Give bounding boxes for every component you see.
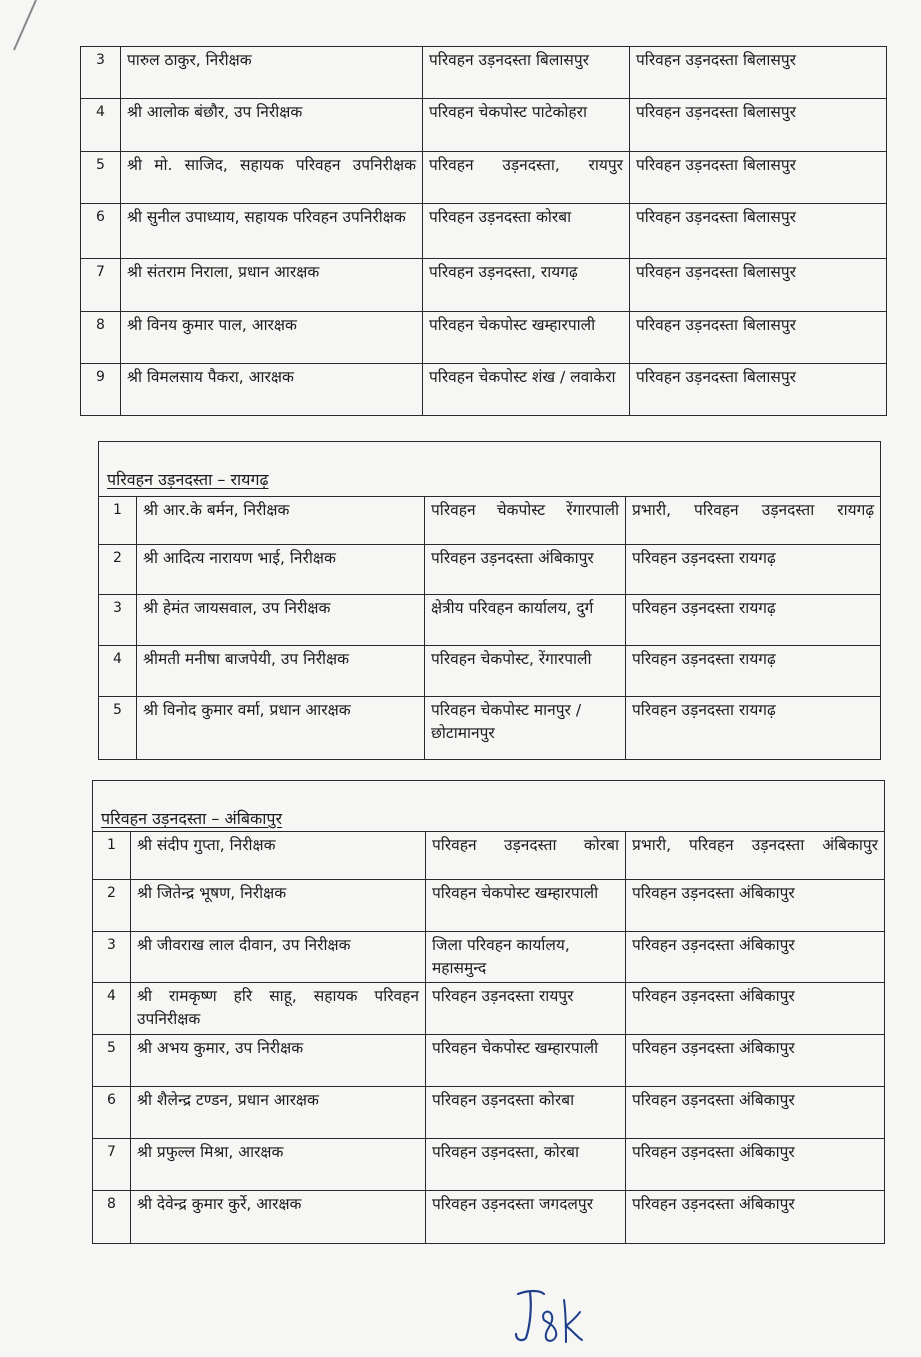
new-posting: परिवहन उड़नदस्ता बिलासपुर (630, 312, 887, 364)
new-posting: परिवहन उड़नदस्ता बिलासपुर (630, 99, 887, 152)
serial-number: 1 (93, 832, 131, 880)
new-posting: परिवहन उड़नदस्ता अंबिकापुर (626, 880, 885, 932)
serial-number: 5 (93, 1035, 131, 1087)
current-posting: परिवहन उड़नदस्ता कोरबा (423, 204, 630, 259)
serial-number: 7 (93, 1139, 131, 1191)
serial-number: 2 (93, 880, 131, 932)
officer-name: श्री विमलसाय पैकरा, आरक्षक (121, 364, 423, 416)
table-bilaspur-continued (80, 46, 887, 416)
new-posting: परिवहन उड़नदस्ता बिलासपुर (630, 364, 887, 416)
table-row (81, 152, 887, 204)
table-row (81, 312, 887, 364)
officer-name: श्री विनोद कुमार वर्मा, प्रधान आरक्षक (137, 697, 425, 760)
table-row (93, 932, 885, 983)
current-posting: परिवहन उड़नदस्ता बिलासपुर (423, 47, 630, 99)
officer-name: श्री मो. साजिद, सहायक परिवहन उपनिरीक्षक (121, 152, 423, 204)
new-posting: परिवहन उड़नदस्ता बिलासपुर (630, 152, 887, 204)
current-posting: परिवहन उड़नदस्ता अंबिकापुर (425, 545, 626, 595)
serial-number: 9 (81, 364, 121, 416)
serial-number: 7 (81, 259, 121, 312)
officer-name: श्री आलोक बंछौर, उप निरीक्षक (121, 99, 423, 152)
current-posting: परिवहन चेकपोस्ट खम्हारपाली (426, 1035, 626, 1087)
current-posting: परिवहन उड़नदस्ता, रायपुर (423, 152, 630, 204)
section-title: परिवहन उड़नदस्ता – अंबिकापुर (93, 781, 885, 832)
table-row (81, 204, 887, 259)
section-title: परिवहन उड़नदस्ता – रायगढ़ (99, 442, 881, 497)
signature (510, 1286, 590, 1346)
officer-name: श्री देवेन्द्र कुमार कुर्रे, आरक्षक (131, 1191, 426, 1244)
corner-fold-mark (0, 0, 40, 60)
current-posting: परिवहन उड़नदस्ता जगदलपुर (426, 1191, 626, 1244)
new-posting: परिवहन उड़नदस्ता रायगढ़ (626, 646, 881, 697)
officer-name: श्री जितेन्द्र भूषण, निरीक्षक (131, 880, 426, 932)
table-row (81, 364, 887, 416)
current-posting: परिवहन चेकपोस्ट रेंगारपाली (425, 497, 626, 545)
table-row (81, 99, 887, 152)
officer-name: श्री शैलेन्द्र टण्डन, प्रधान आरक्षक (131, 1087, 426, 1139)
table-row (99, 595, 881, 646)
serial-number: 8 (93, 1191, 131, 1244)
table-row (93, 1191, 885, 1244)
new-posting: परिवहन उड़नदस्ता रायगढ़ (626, 595, 881, 646)
current-posting: परिवहन चेकपोस्ट खम्हारपाली (426, 880, 626, 932)
table-row (93, 983, 885, 1035)
table-row (93, 1035, 885, 1087)
new-posting: परिवहन उड़नदस्ता बिलासपुर (630, 204, 887, 259)
officer-name: श्री आर.के बर्मन, निरीक्षक (137, 497, 425, 545)
officer-name: श्री संदीप गुप्ता, निरीक्षक (131, 832, 426, 880)
new-posting: प्रभारी, परिवहन उड़नदस्ता अंबिकापुर (626, 832, 885, 880)
current-posting: क्षेत्रीय परिवहन कार्यालय, दुर्ग (425, 595, 626, 646)
table-row (99, 497, 881, 545)
table-row (81, 47, 887, 99)
table-ambikapur (92, 780, 885, 1244)
new-posting: प्रभारी, परिवहन उड़नदस्ता रायगढ़ (626, 497, 881, 545)
table-raigarh (98, 441, 881, 760)
serial-number: 6 (93, 1087, 131, 1139)
serial-number: 3 (93, 932, 131, 983)
officer-name: श्री जीवराख लाल दीवान, उप निरीक्षक (131, 932, 426, 983)
officer-name: श्री प्रफुल्ल मिश्रा, आरक्षक (131, 1139, 426, 1191)
current-posting: परिवहन चेकपोस्ट शंख / लवाकेरा (423, 364, 630, 416)
officer-name: श्रीमती मनीषा बाजपेयी, उप निरीक्षक (137, 646, 425, 697)
current-posting: परिवहन उड़नदस्ता कोरबा (426, 832, 626, 880)
serial-number: 5 (99, 697, 137, 760)
current-posting: परिवहन उड़नदस्ता रायपुर (426, 983, 626, 1035)
new-posting: परिवहन उड़नदस्ता रायगढ़ (626, 697, 881, 760)
section-header-row (93, 781, 885, 832)
current-posting: परिवहन चेकपोस्ट खम्हारपाली (423, 312, 630, 364)
current-posting: जिला परिवहन कार्यालय, महासमुन्द (426, 932, 626, 983)
current-posting: परिवहन उड़नदस्ता, कोरबा (426, 1139, 626, 1191)
current-posting: परिवहन उड़नदस्ता कोरबा (426, 1087, 626, 1139)
current-posting: परिवहन चेकपोस्ट मानपुर / छोटामानपुर (425, 697, 626, 760)
officer-name: श्री रामकृष्ण हरि साहू, सहायक परिवहन उपनिरीक्षक (131, 983, 426, 1035)
new-posting: परिवहन उड़नदस्ता बिलासपुर (630, 47, 887, 99)
officer-name: श्री संतराम निराला, प्रधान आरक्षक (121, 259, 423, 312)
section-header-row (99, 442, 881, 497)
new-posting: परिवहन उड़नदस्ता रायगढ़ (626, 545, 881, 595)
serial-number: 5 (81, 152, 121, 204)
serial-number: 6 (81, 204, 121, 259)
current-posting: परिवहन उड़नदस्ता, रायगढ़ (423, 259, 630, 312)
serial-number: 4 (99, 646, 137, 697)
serial-number: 1 (99, 497, 137, 545)
new-posting: परिवहन उड़नदस्ता अंबिकापुर (626, 1191, 885, 1244)
officer-name: श्री विनय कुमार पाल, आरक्षक (121, 312, 423, 364)
officer-name: श्री सुनील उपाध्याय, सहायक परिवहन उपनिरीक्षक (121, 204, 423, 259)
new-posting: परिवहन उड़नदस्ता बिलासपुर (630, 259, 887, 312)
new-posting: परिवहन उड़नदस्ता अंबिकापुर (626, 1087, 885, 1139)
table-row (93, 1139, 885, 1191)
officer-name: श्री अभय कुमार, उप निरीक्षक (131, 1035, 426, 1087)
serial-number: 8 (81, 312, 121, 364)
table-row (99, 697, 881, 760)
table-row (93, 832, 885, 880)
new-posting: परिवहन उड़नदस्ता अंबिकापुर (626, 1035, 885, 1087)
table-row (81, 259, 887, 312)
table-row (93, 1087, 885, 1139)
serial-number: 3 (99, 595, 137, 646)
table-row (99, 646, 881, 697)
table-row (93, 880, 885, 932)
serial-number: 4 (93, 983, 131, 1035)
officer-name: श्री हेमंत जायसवाल, उप निरीक्षक (137, 595, 425, 646)
new-posting: परिवहन उड़नदस्ता अंबिकापुर (626, 932, 885, 983)
new-posting: परिवहन उड़नदस्ता अंबिकापुर (626, 983, 885, 1035)
current-posting: परिवहन चेकपोस्ट पाटेकोहरा (423, 99, 630, 152)
new-posting: परिवहन उड़नदस्ता अंबिकापुर (626, 1139, 885, 1191)
officer-name: श्री आदित्य नारायण भाई, निरीक्षक (137, 545, 425, 595)
current-posting: परिवहन चेकपोस्ट, रेंगारपाली (425, 646, 626, 697)
serial-number: 3 (81, 47, 121, 99)
officer-name: पारुल ठाकुर, निरीक्षक (121, 47, 423, 99)
serial-number: 2 (99, 545, 137, 595)
table-row (99, 545, 881, 595)
serial-number: 4 (81, 99, 121, 152)
